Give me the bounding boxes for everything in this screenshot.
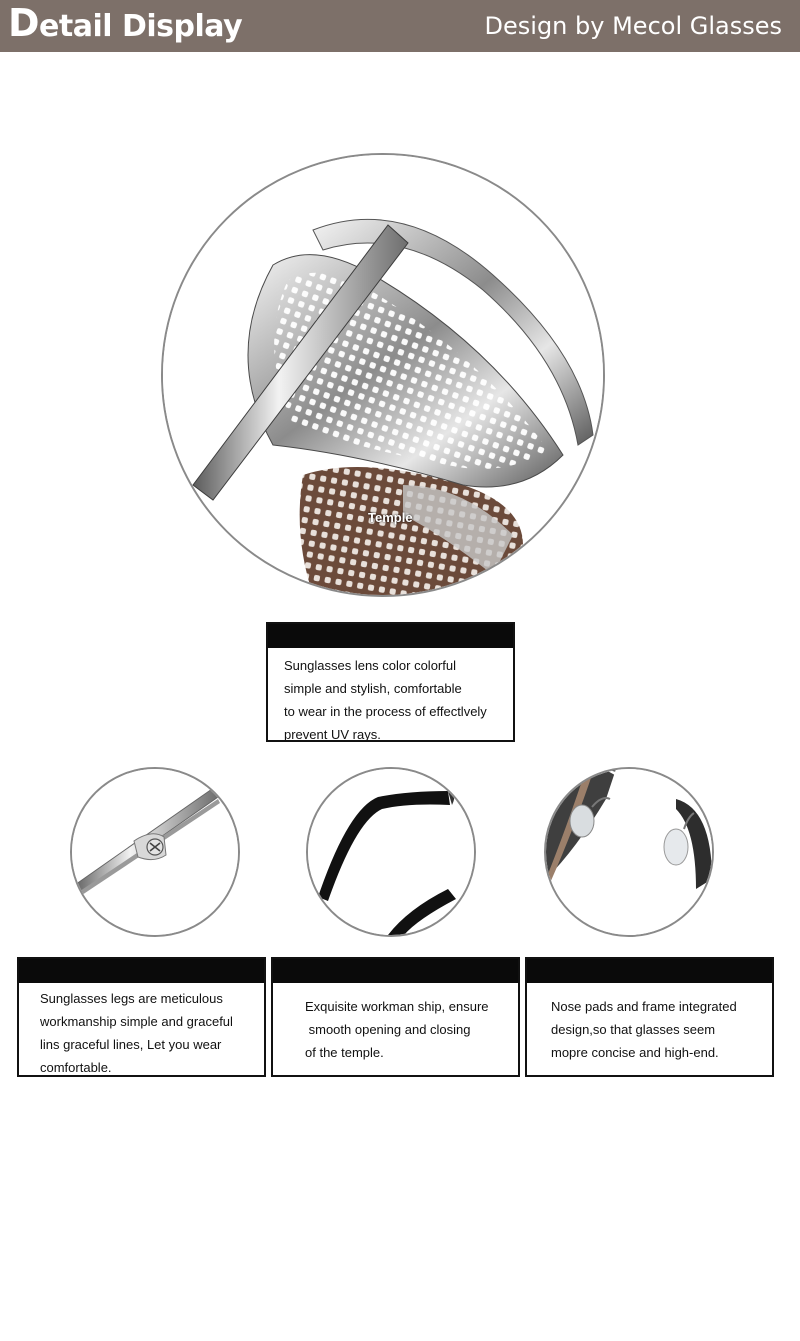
lens-description-header-bar	[268, 624, 513, 648]
text-line: of the temple.	[305, 1045, 384, 1060]
text-line: mopre concise and high-end.	[551, 1045, 719, 1060]
nose-pads-illustration	[546, 769, 712, 935]
legs-description-header-bar	[19, 959, 264, 983]
nose-pads-description-box	[525, 957, 774, 1077]
text-line: smooth opening and closing	[305, 1022, 471, 1037]
hinge-description-text	[273, 983, 518, 1064]
temple-label: Temple	[368, 510, 413, 525]
hinge-illustration	[72, 769, 238, 935]
hinge-description-box	[271, 957, 520, 1077]
header-banner	[0, 0, 800, 52]
text-line: comfortable.	[40, 1060, 112, 1075]
text-line: to wear in the process of effectlvely	[284, 704, 487, 719]
nose-pads-description-header-bar	[527, 959, 772, 983]
temple-tips-illustration	[308, 769, 474, 935]
page-subtitle: Design by Mecol Glasses	[484, 12, 782, 40]
text-line: Sunglasses lens color colorful	[284, 658, 456, 673]
text-line: workmanship simple and graceful	[40, 1014, 233, 1029]
text-line: prevent UV rays.	[284, 727, 381, 742]
nose-pads-description-text	[527, 983, 772, 1064]
lens-description-text	[268, 648, 513, 746]
page-title-rest: etail Display	[39, 9, 243, 44]
temple-tips-closeup-image	[306, 767, 476, 937]
hinge-closeup-image	[70, 767, 240, 937]
temple-closeup-image	[161, 153, 605, 597]
text-line: Sunglasses legs are meticulous	[40, 991, 223, 1006]
lens-description-box	[266, 622, 515, 742]
legs-description-box	[17, 957, 266, 1077]
legs-description-text	[19, 983, 264, 1079]
text-line: design,so that glasses seem	[551, 1022, 716, 1037]
text-line: Nose pads and frame integrated	[551, 999, 737, 1014]
nose-pads-closeup-image	[544, 767, 714, 937]
text-line: Exquisite workman ship, ensure	[305, 999, 489, 1014]
temple-closeup-illustration	[163, 155, 603, 595]
page-title	[8, 1, 243, 45]
hinge-description-header-bar	[273, 959, 518, 983]
text-line: lins graceful lines, Let you wear	[40, 1037, 222, 1052]
text-line: simple and stylish, comfortable	[284, 681, 462, 696]
page-title-initial: D	[8, 1, 40, 45]
